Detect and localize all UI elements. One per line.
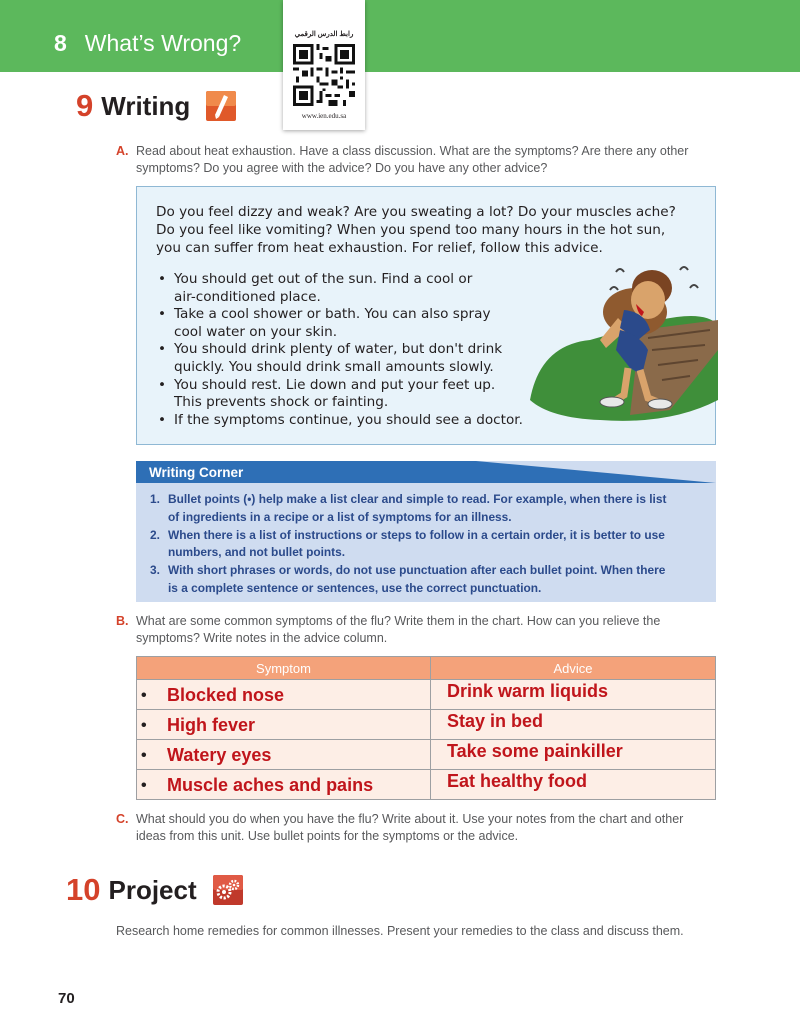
qr-code-card[interactable]	[283, 0, 365, 130]
part-a-letter: A.	[116, 144, 129, 158]
symptom-cell[interactable]: • Blocked nose	[137, 680, 431, 710]
symptom-cell[interactable]: • Muscle aches and pains	[137, 770, 431, 800]
table-row	[137, 740, 716, 770]
project-instructions: Research home remedies for common illnesses. Present your remedies to the class and discuss them.	[116, 924, 684, 938]
advice-cell[interactable]: Take some painkiller	[431, 740, 716, 770]
writing-corner-title: Writing Corner	[149, 465, 244, 480]
advice-bullet-list	[156, 271, 536, 429]
qr-title: رابط الدرس الرقمي	[294, 31, 354, 38]
page-number: 70	[58, 990, 75, 1007]
qr-url: www.ien.edu.sa	[301, 112, 347, 120]
advice-cell[interactable]: Drink warm liquids	[431, 680, 716, 710]
part-a-line-2: symptoms? Do you agree with the advice? Do you have any other advice?	[136, 161, 548, 175]
writing-section-number: 9	[76, 88, 94, 123]
unit-number: 8	[54, 30, 67, 56]
writing-tip: 3. With short phrases or words, do not use punctuation after each bullet point. When there is a complete sentence or sentences, use the correct punctuation.	[150, 563, 666, 595]
part-c-instructions	[116, 811, 683, 845]
part-a-line-1: Read about heat exhaustion. Have a class discussion. What are the symptoms? Are there any other	[136, 144, 689, 158]
part-b-line-2: symptoms? Write notes in the advice column.	[136, 631, 388, 645]
advice-column-header: Advice	[431, 657, 716, 680]
symptom-cell[interactable]: • High fever	[137, 710, 431, 740]
advice-cell[interactable]: Eat healthy food	[431, 770, 716, 800]
writing-tip: 1. Bullet points (•) help make a list clear and simple to read. For example, when there is list of ingredients in a recipe or a list of symptoms for an illness.	[150, 492, 667, 524]
pencil-icon	[206, 91, 236, 121]
advice-bullet: • Take a cool shower or bath. You can also spray cool water on your skin.	[158, 306, 491, 340]
reading-intro-line-2: Do you feel like vomiting? When you spend too many hours in the hot sun,	[156, 222, 666, 238]
writing-corner-tips	[150, 491, 710, 598]
advice-bullet: • You should rest. Lie down and put your feet up. This prevents shock or fainting.	[158, 376, 496, 411]
advice-bullet: • You should get out of the sun. Find a cool or air-conditioned place.	[158, 271, 473, 305]
part-c-letter: C.	[116, 812, 129, 826]
part-b-line-1: What are some common symptoms of the flu? Write them in the chart. How can you relieve the	[136, 614, 661, 628]
part-b-instructions	[116, 613, 660, 647]
writing-section-title: Writing	[101, 90, 191, 121]
qr-code-icon	[293, 44, 355, 106]
table-header-row	[137, 657, 716, 680]
advice-bullet: • If the symptoms continue, you should see a doctor.	[158, 411, 523, 428]
symptom-cell[interactable]: • Watery eyes	[137, 740, 431, 770]
writing-heading	[76, 88, 236, 124]
project-section-number: 10	[66, 872, 101, 907]
advice-bullet: • You should drink plenty of water, but don't drink quickly. You should drink small amounts slowly.	[158, 341, 503, 375]
part-c-line-1: What should you do when you have the flu? Write about it. Use your notes from the chart and other	[136, 812, 684, 826]
unit-title-text: What’s Wrong?	[84, 30, 242, 56]
reading-intro	[156, 203, 701, 257]
part-c-line-2: ideas from this unit. Use bullet points for the symptoms or the advice.	[136, 829, 519, 843]
advice-cell[interactable]: Stay in bed	[431, 710, 716, 740]
writing-corner-box	[136, 461, 716, 602]
unit-title	[54, 30, 241, 57]
table-row	[137, 770, 716, 800]
reading-intro-line-1: Do you feel dizzy and weak? Are you sweating a lot? Do your muscles ache?	[156, 204, 676, 220]
part-b-letter: B.	[116, 614, 129, 628]
sick-boy-illustration	[520, 250, 720, 425]
table-row	[137, 710, 716, 740]
symptom-column-header: Symptom	[137, 657, 431, 680]
table-row	[137, 680, 716, 710]
reading-intro-line-3: you can suffer from heat exhaustion. For relief, follow this advice.	[156, 240, 603, 256]
gears-icon	[213, 875, 243, 905]
project-section-title: Project	[108, 874, 197, 905]
symptom-advice-table	[136, 656, 716, 800]
writing-tip: 2. When there is a list of instructions or steps to follow in a certain order, it is better to use numbers, and not bullet points.	[150, 527, 665, 560]
part-a-instructions	[116, 143, 688, 177]
project-heading	[66, 872, 243, 908]
